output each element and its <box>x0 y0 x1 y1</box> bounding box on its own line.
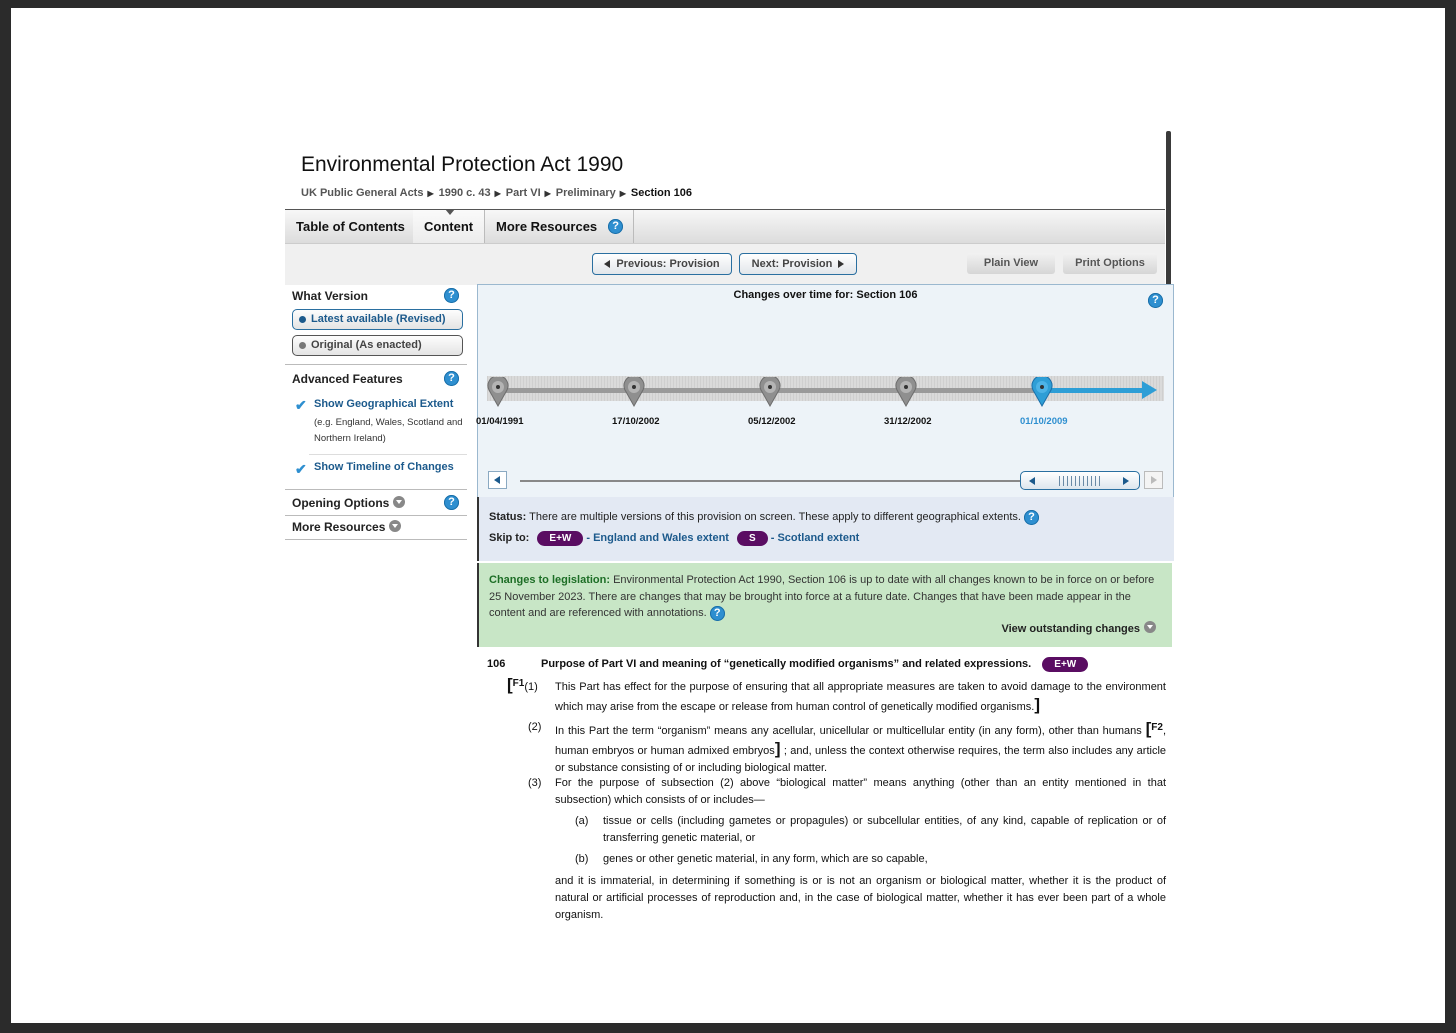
checkmark-icon[interactable]: ✔ <box>295 461 307 477</box>
map-pin-icon[interactable] <box>487 377 509 407</box>
skip-to-label: Skip to: <box>489 532 530 544</box>
extent-badge-ew[interactable]: E+W <box>1042 657 1088 672</box>
radio-selected-icon <box>299 316 306 323</box>
subsection-2 <box>555 719 1166 777</box>
divider <box>285 364 467 365</box>
changes-label: Changes to legislation: <box>489 574 611 586</box>
subsection-2-text-a: In this Part the term “organism” means any acellular, unicellular or multicellular entity (in any form), other than humans <box>555 725 1142 737</box>
subsection-1 <box>555 679 1166 716</box>
breadcrumb-separator-icon: ▶ <box>494 189 501 198</box>
footnote-ref-f1[interactable]: F1 <box>512 678 525 689</box>
page-title: Environmental Protection Act 1990 <box>301 153 624 176</box>
previous-provision-label: Previous: Provision <box>616 258 720 270</box>
footnote-ref-f2[interactable]: F2 <box>1151 722 1163 733</box>
help-icon[interactable]: ? <box>608 219 623 234</box>
subsection-2-text-c: ; and, unless the context otherwise requires, the term also includes any article or substance consisting of or including biological matter. <box>555 745 1167 774</box>
breadcrumb-separator-icon: ▶ <box>619 189 626 198</box>
active-tab-pointer-icon <box>445 209 455 215</box>
version-latest-button[interactable] <box>292 309 463 330</box>
extent-badge-s[interactable]: S <box>737 531 768 546</box>
help-icon[interactable]: ? <box>710 606 725 621</box>
chevron-down-icon <box>1144 621 1156 633</box>
timeline-date[interactable]: 05/12/2002 <box>748 416 796 427</box>
tab-table-of-contents[interactable]: Table of Contents <box>285 210 417 243</box>
show-geographical-extent-toggle[interactable]: Show Geographical Extent <box>314 398 454 410</box>
help-icon[interactable]: ? <box>1024 510 1039 525</box>
timeline-panel <box>477 284 1174 498</box>
help-icon[interactable]: ? <box>444 371 459 386</box>
status-line <box>489 510 1039 525</box>
tab-more-resources-label: More Resources <box>496 219 598 234</box>
paragraph-a-number: (a) <box>575 815 589 827</box>
checkmark-icon[interactable]: ✔ <box>295 397 307 413</box>
tab-more-resources[interactable] <box>485 210 634 243</box>
breadcrumb-separator-icon: ▶ <box>544 189 551 198</box>
paragraph-b-number: (b) <box>575 853 589 865</box>
breadcrumb-current: Section 106 <box>630 187 693 199</box>
divider <box>309 454 467 455</box>
skip-to-line <box>489 531 859 546</box>
breadcrumb-item[interactable]: Preliminary <box>555 187 616 199</box>
paragraph-b-text: genes or other genetic material, in any form, which are so capable, <box>603 853 928 865</box>
extent-badge-ew[interactable]: E+W <box>537 531 583 546</box>
amendment-bracket: [ <box>1145 719 1152 738</box>
opening-options-label: Opening Options <box>292 496 390 510</box>
help-icon[interactable]: ? <box>444 288 459 303</box>
browser-page <box>11 8 1445 1023</box>
breadcrumb-separator-icon: ▶ <box>427 189 434 198</box>
arrow-left-icon <box>1029 477 1035 485</box>
amendment-bracket: ] <box>1034 695 1040 714</box>
version-latest-label: Latest available (Revised) <box>311 313 446 325</box>
print-options-button[interactable]: Print Options <box>1063 253 1157 274</box>
advanced-features-heading: Advanced Features <box>292 372 403 386</box>
version-original-label: Original (As enacted) <box>311 339 422 351</box>
changes-text: Environmental Protection Act 1990, Section 106 is up to date with all changes known to be in force on or before 25 November 2023. There are changes that may be brought into force at a future date. Changes that have been made appear in the content and are referenced with annotations. <box>489 574 1155 619</box>
status-label: Status: <box>489 511 527 523</box>
arrow-right-icon <box>1142 381 1157 399</box>
breadcrumb-item[interactable]: Part VI <box>505 187 541 199</box>
show-timeline-toggle[interactable]: Show Timeline of Changes <box>314 461 454 473</box>
tab-bar <box>285 209 1165 243</box>
timeline-scroll-right-button[interactable] <box>1144 471 1163 489</box>
plain-view-button[interactable]: Plain View <box>967 253 1055 274</box>
divider <box>285 539 467 540</box>
arrow-right-icon <box>838 260 844 268</box>
changes-text-block <box>489 572 1159 622</box>
status-panel <box>477 497 1174 561</box>
next-provision-label: Next: Provision <box>751 258 833 270</box>
chevron-down-icon <box>389 520 401 532</box>
map-pin-icon[interactable] <box>623 377 645 407</box>
grip-icon <box>1059 476 1103 486</box>
subsection-3-number: (3) <box>528 777 542 789</box>
subsection-2-number-label: (2) <box>528 721 542 733</box>
status-text: There are multiple versions of this provision on screen. These apply to different geographical extents. <box>529 511 1021 523</box>
previous-provision-button[interactable] <box>592 253 732 275</box>
breadcrumb-item[interactable]: UK Public General Acts <box>301 187 424 199</box>
amendment-bracket: [ <box>507 675 513 694</box>
subsection-3-text: For the purpose of subsection (2) above “biological matter” means anything (other than an entity mentioned in that subsection) which consists of or includes— <box>555 777 1166 806</box>
help-icon[interactable]: ? <box>444 495 459 510</box>
next-provision-button[interactable] <box>739 253 857 275</box>
timeline-scroll-thumb[interactable] <box>1020 471 1140 490</box>
section-heading-text: Purpose of Part VI and meaning of “genetically modified organisms” and related expressions. <box>541 658 1032 670</box>
geographical-extent-note: (e.g. England, Wales, Scotland and Northern Ireland) <box>314 417 463 444</box>
timeline-date[interactable]: 01/10/2009 <box>1020 416 1068 427</box>
chevron-down-icon <box>393 496 405 508</box>
map-pin-icon[interactable] <box>759 377 781 407</box>
timeline-date[interactable]: 01/04/1991 <box>476 416 524 427</box>
timeline-current-line <box>1044 388 1144 393</box>
tab-content[interactable]: Content <box>413 210 485 243</box>
amendment-bracket: ] <box>774 739 781 758</box>
timeline-scroll-left-button[interactable] <box>488 471 507 489</box>
help-icon[interactable]: ? <box>1148 293 1163 308</box>
page-scrollbar[interactable] <box>1166 131 1171 301</box>
opening-options-toggle[interactable] <box>292 496 405 510</box>
closing-text: and it is immaterial, in determining if something is or is not an organism or biological matter, whether it is the product of natural or artificial processes of reproduction and, in the case of biological matter, whether it has ever been part of a whole organism. <box>555 875 1166 921</box>
subsection-number <box>507 675 538 696</box>
breadcrumb-item[interactable]: 1990 c. 43 <box>438 187 491 199</box>
england-wales-extent-link[interactable]: - England and Wales extent <box>586 532 729 544</box>
radio-icon <box>299 342 306 349</box>
subsection-2-text-b: , human embryos or human admixed embryos <box>555 725 1166 757</box>
what-version-heading: What Version <box>292 289 369 303</box>
view-outstanding-changes-button[interactable] <box>1001 621 1156 638</box>
more-resources-toggle[interactable] <box>292 520 401 534</box>
version-original-button[interactable] <box>292 335 463 356</box>
section-number: 106 <box>487 658 506 670</box>
more-resources-label: More Resources <box>292 520 386 534</box>
map-pin-icon[interactable] <box>1031 377 1053 407</box>
subsection-1-number: (1) <box>524 681 538 693</box>
arrow-left-icon <box>604 260 610 268</box>
subsection-1-text: This Part has effect for the purpose of ensuring that all appropriate measures are taken to avoid damage to the environment which may arise from the escape or release from human control of genetically modified organisms. <box>555 681 1166 713</box>
timeline-date[interactable]: 31/12/2002 <box>884 416 932 427</box>
view-outstanding-label: View outstanding changes <box>1001 623 1140 635</box>
map-pin-icon[interactable] <box>895 377 917 407</box>
section-heading <box>541 656 1091 673</box>
toolbar <box>285 243 1165 285</box>
breadcrumb <box>301 187 692 199</box>
divider <box>285 489 467 490</box>
timeline-title: Changes over time for: Section 106 <box>733 289 918 301</box>
paragraph-a-text: tissue or cells (including gametes or propagules) or subcellular entities, of any kind, capable of replication or of transferring genetic material, or <box>603 815 1166 844</box>
arrow-right-icon <box>1123 477 1129 485</box>
divider <box>285 515 467 516</box>
timeline-date[interactable]: 17/10/2002 <box>612 416 660 427</box>
changes-panel <box>477 563 1172 647</box>
scotland-extent-link[interactable]: - Scotland extent <box>770 532 860 544</box>
